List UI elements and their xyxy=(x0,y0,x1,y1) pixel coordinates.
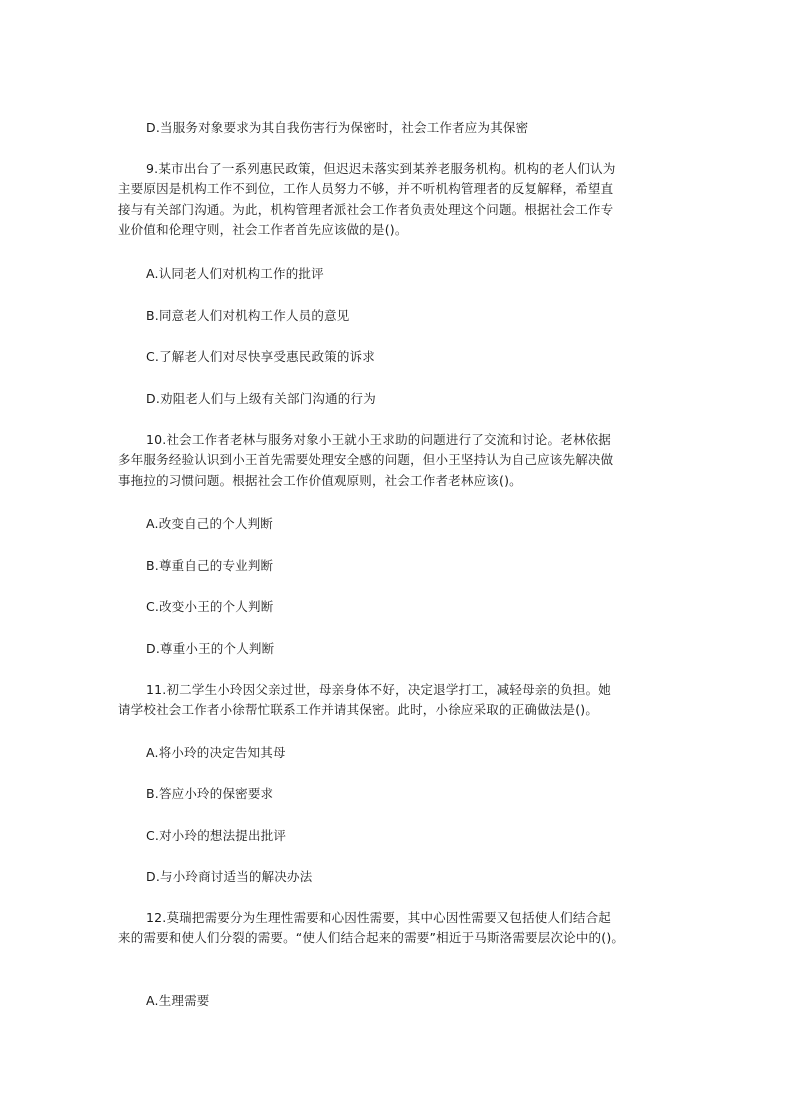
option-d: D.与小玲商讨适当的解决办法 xyxy=(146,869,313,884)
question-stem-line: 10.社会工作者老林与服务对象小王就小王求助的问题进行了交流和讨论。老林依据 xyxy=(146,432,611,447)
option-c: C.了解老人们对尽快享受惠民政策的诉求 xyxy=(146,349,376,364)
option-d: D.尊重小王的个人判断 xyxy=(146,641,275,656)
question-stem-line: 主要原因是机构工作不到位，工作人员努力不够，并不听机构管理者的反复解释，希望直 xyxy=(118,181,614,196)
question-stem-line: 12.莫瑞把需要分为生理性需要和心因性需要，其中心因性需要又包括使人们结合起 xyxy=(146,910,611,925)
option-a: A.改变自己的个人判断 xyxy=(146,516,274,531)
question-stem-line: 多年服务经验认识到小王首先需要处理安全感的问题，但小王坚持认为自己应该先解决做 xyxy=(118,452,614,467)
option-a: A.生理需要 xyxy=(146,993,210,1008)
option-text: D.当服务对象要求为其自我伤害行为保密时，社会工作者应为其保密 xyxy=(146,120,529,135)
option-b: B.同意老人们对机构工作人员的意见 xyxy=(146,308,350,323)
question-stem-line: 事拖拉的习惯问题。根据社会工作价值观原则，社会工作者老林应该()。 xyxy=(118,473,522,488)
option-c: C.对小玲的想法提出批评 xyxy=(146,828,287,843)
question-stem-line: 11.初二学生小玲因父亲过世，母亲身体不好，决定退学打工，减轻母亲的负担。她 xyxy=(146,682,611,697)
option-b: B.尊重自己的专业判断 xyxy=(146,558,274,573)
option-b: B.答应小玲的保密要求 xyxy=(146,786,274,801)
question-stem-line: 业价值和伦理守则，社会工作者首先应该做的是()。 xyxy=(118,222,408,237)
question-stem-line: 来的需要和使人们分裂的需要。“使人们结合起来的需要”相近于马斯洛需要层次论中的()。 xyxy=(118,930,625,945)
option-a: A.将小玲的决定告知其母 xyxy=(146,745,286,760)
question-stem-line: 接与有关部门沟通。为此，机构管理者派社会工作者负责处理这个问题。根据社会工作专 xyxy=(118,202,614,217)
question-stem-line: 请学校社会工作者小徐帮忙联系工作并请其保密。此时，小徐应采取的正确做法是()。 xyxy=(118,702,599,717)
option-c: C.改变小王的个人判断 xyxy=(146,599,274,614)
option-a: A.认同老人们对机构工作的批评 xyxy=(146,266,324,281)
option-d: D.劝阻老人们与上级有关部门沟通的行为 xyxy=(146,391,376,406)
question-stem-line: 9.某市出台了一系列惠民政策，但迟迟未落实到某养老服务机构。机构的老人们认为 xyxy=(146,161,616,176)
